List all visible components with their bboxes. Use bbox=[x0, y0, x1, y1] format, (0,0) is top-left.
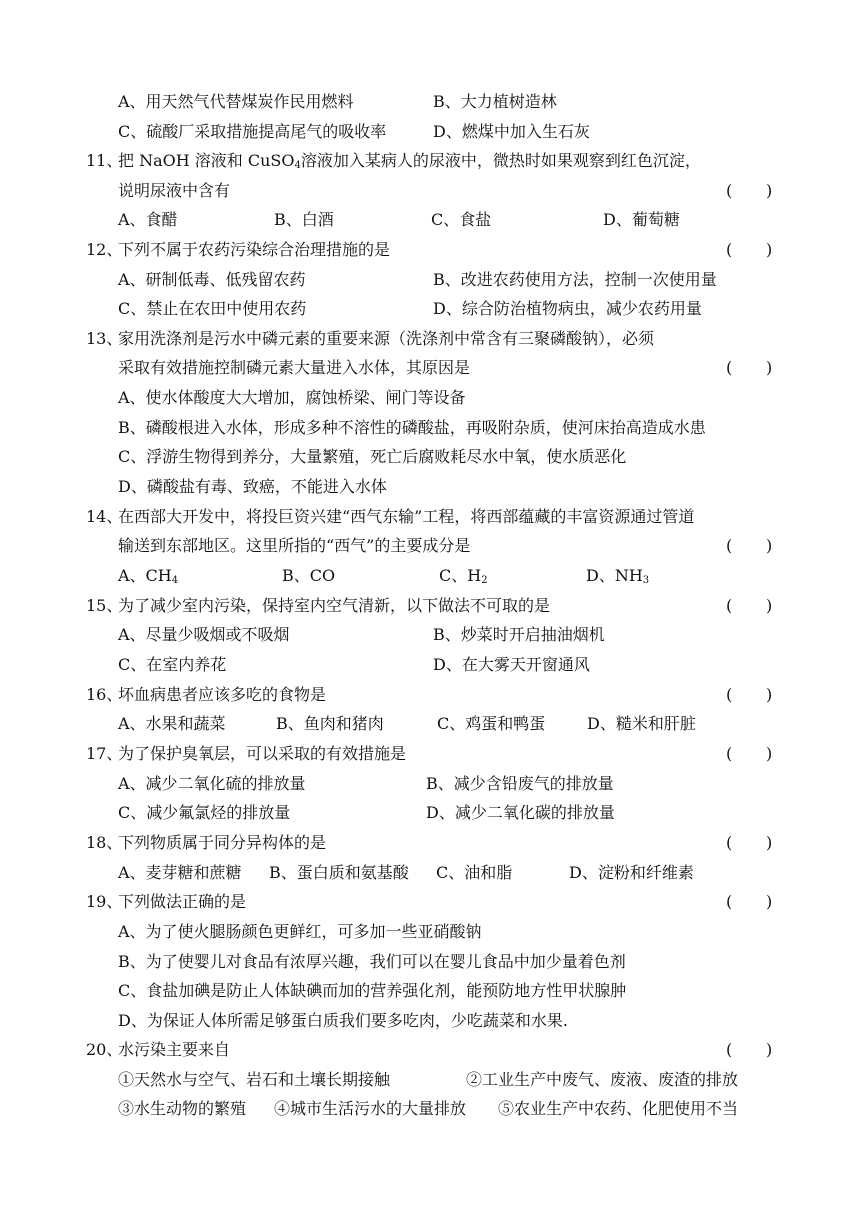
q12-stem-text: 下列不属于农药污染综合治理措施的是 bbox=[118, 240, 391, 259]
q14-option-c: C、$H_2$ bbox=[439, 566, 488, 586]
q19-option-b: B、为了使婴儿对食品有浓厚兴趣，我们可以在婴儿食品中加少量着色剂 bbox=[118, 952, 626, 971]
q14-option-a: A、$CH_4$ bbox=[118, 566, 179, 586]
q13-number: 13、 bbox=[86, 329, 123, 348]
q19-number: 19、 bbox=[86, 892, 123, 911]
q10-option-c: C、硫酸厂采取措施提高尾气的吸收率 bbox=[118, 122, 387, 141]
q17-answer-blank: ( ) bbox=[726, 744, 773, 763]
q17-option-b: B、减少含铅废气的排放量 bbox=[426, 774, 614, 793]
q20-item-1: ①天然水与空气、岩石和土壤长期接触 bbox=[118, 1070, 391, 1089]
q11-option-c: C、食盐 bbox=[431, 210, 492, 229]
q14-option-d: D、$NH_3$ bbox=[586, 566, 650, 586]
q12-answer-blank: ( ) bbox=[726, 240, 773, 259]
q13-option-b: B、磷酸根进入水体，形成多种不溶性的磷酸盐，再吸附杂质，使河床抬高造成水患 bbox=[118, 418, 706, 437]
q15-answer-blank: ( ) bbox=[726, 596, 773, 615]
q18-option-c: C、油和脂 bbox=[436, 863, 513, 882]
q19-stem-text: 下列做法正确的是 bbox=[118, 892, 247, 911]
q15-option-b: B、炒菜时开启抽油烟机 bbox=[433, 625, 605, 644]
q20-item-3: ③水生动物的繁殖 bbox=[118, 1099, 247, 1118]
q16-option-c: C、鸡蛋和鸭蛋 bbox=[437, 714, 546, 733]
q17-stem-text: 为了保护臭氧层，可以采取的有效措施是 bbox=[118, 744, 407, 763]
q15-option-a: A、尽量少吸烟或不吸烟 bbox=[118, 625, 290, 644]
q10-option-d: D、燃煤中加入生石灰 bbox=[433, 122, 590, 141]
q11-stem-text: 把 NaOH 溶液和 CuSO$_4$溶液加入某病人的尿液中，微热时如果观察到红色沉淀， bbox=[118, 151, 701, 171]
q12-option-a: A、研制低毒、低残留农药 bbox=[118, 270, 306, 289]
q19-option-c: C、食盐加碘是防止人体缺碘而加的营养强化剂，能预防地方性甲状腺肿 bbox=[118, 981, 627, 1000]
q13-option-a: A、使水体酸度大大增加，腐蚀桥梁、闸门等设备 bbox=[118, 388, 466, 407]
q18-option-d: D、淀粉和纤维素 bbox=[569, 863, 694, 882]
q15-option-c: C、在室内养花 bbox=[118, 655, 227, 674]
q12-option-c: C、禁止在农田中使用农药 bbox=[118, 299, 307, 318]
q18-stem-text: 下列物质属于同分异构体的是 bbox=[118, 833, 327, 852]
q17-option-a: A、减少二氧化硫的排放量 bbox=[118, 774, 306, 793]
q18-answer-blank: ( ) bbox=[726, 833, 773, 852]
q16-answer-blank: ( ) bbox=[726, 685, 773, 704]
q17-number: 17、 bbox=[86, 744, 123, 763]
q12-option-d: D、综合防治植物病虫，减少农药用量 bbox=[433, 299, 702, 318]
q18-option-a: A、麦芽糖和蔗糖 bbox=[118, 863, 242, 882]
q12-option-b: B、改进农药使用方法，控制一次使用量 bbox=[433, 270, 717, 289]
q14-answer-blank: ( ) bbox=[726, 536, 773, 555]
q11-option-a: A、食醋 bbox=[118, 210, 178, 229]
q11-number: 11、 bbox=[86, 151, 123, 170]
q20-item-5: ⑤农业生产中农药、化肥使用不当 bbox=[498, 1099, 739, 1118]
q16-option-d: D、糙米和肝脏 bbox=[587, 714, 696, 733]
q16-option-a: A、水果和蔬菜 bbox=[118, 714, 226, 733]
q11-answer-blank: ( ) bbox=[726, 181, 773, 200]
q11-stem-text-2: 说明尿液中含有 bbox=[118, 181, 231, 200]
q15-option-d: D、在大雾天开窗通风 bbox=[433, 655, 590, 674]
q14-option-b: B、CO bbox=[282, 566, 336, 585]
q11-option-d: D、葡萄糖 bbox=[603, 210, 680, 229]
q17-option-d: D、减少二氧化碳的排放量 bbox=[426, 803, 615, 822]
q20-answer-blank: ( ) bbox=[726, 1040, 773, 1059]
q20-item-4: ④城市生活污水的大量排放 bbox=[274, 1099, 467, 1118]
q16-number: 16、 bbox=[86, 685, 123, 704]
q19-answer-blank: ( ) bbox=[726, 892, 773, 911]
q20-number: 20、 bbox=[86, 1040, 123, 1059]
q11-option-b: B、白酒 bbox=[274, 210, 334, 229]
q14-stem-text-2: 输送到东部地区。这里所指的“西气”的主要成分是 bbox=[118, 536, 471, 555]
q18-option-b: B、蛋白质和氨基酸 bbox=[269, 863, 409, 882]
q19-option-d: D、为保证人体所需足够蛋白质我们要多吃肉，少吃蔬菜和水果. bbox=[118, 1011, 568, 1030]
q13-option-c: C、浮游生物得到养分，大量繁殖，死亡后腐败耗尽水中氧，使水质恶化 bbox=[118, 447, 627, 466]
q16-stem-text: 坏血病患者应该多吃的食物是 bbox=[118, 685, 327, 704]
q20-item-2: ②工业生产中废气、废液、废渣的排放 bbox=[466, 1070, 739, 1089]
q13-stem-text-2: 采取有效措施控制磷元素大量进入水体，其原因是 bbox=[118, 358, 471, 377]
q16-option-b: B、鱼肉和猪肉 bbox=[276, 714, 384, 733]
q13-option-d: D、磷酸盐有毒、致癌，不能进入水体 bbox=[118, 477, 387, 496]
q20-stem-text: 水污染主要来自 bbox=[118, 1040, 231, 1059]
q18-number: 18、 bbox=[86, 833, 123, 852]
q13-stem-text: 家用洗涤剂是污水中磷元素的重要来源（洗涤剂中常含有三聚磷酸钠），必须 bbox=[118, 329, 655, 348]
q19-option-a: A、为了使火腿肠颜色更鲜红，可多加一些亚硝酸钠 bbox=[118, 922, 482, 941]
q14-number: 14、 bbox=[86, 507, 123, 526]
q13-answer-blank: ( ) bbox=[726, 358, 773, 377]
q12-number: 12、 bbox=[86, 240, 123, 259]
q14-stem-text: 在西部大开发中，将投巨资兴建“西气东输”工程，将西部蕴藏的丰富资源通过管道 bbox=[118, 507, 695, 526]
q15-number: 15、 bbox=[86, 596, 123, 615]
q17-option-c: C、减少氟氯烃的排放量 bbox=[118, 803, 291, 822]
q10-option-b: B、大力植树造林 bbox=[433, 92, 557, 111]
q10-option-a: A、用天然气代替煤炭作民用燃料 bbox=[118, 92, 354, 111]
q15-stem-text: 为了减少室内污染，保持室内空气清新，以下做法不可取的是 bbox=[118, 596, 551, 615]
